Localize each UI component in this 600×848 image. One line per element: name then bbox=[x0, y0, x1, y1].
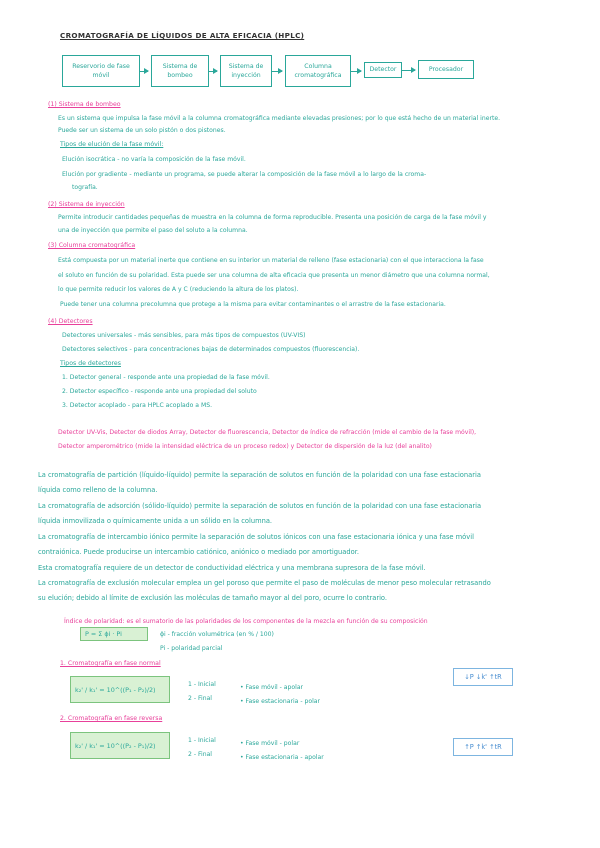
detector-type: 3. Detector acoplado - para HPLC acoplado a MS. bbox=[62, 402, 213, 409]
box-processor: Procesador bbox=[418, 60, 474, 79]
types-line: La cromatografía de intercambio iónico permite la separación de solutos iónicos con una fase estacionaria iónica y una fase móvil bbox=[38, 533, 474, 541]
box-detector: Detector bbox=[364, 62, 402, 78]
detector-type: 2. Detector específico - responde ante una propiedad del soluto bbox=[62, 388, 257, 395]
types-line: Esta cromatografía requiere de un detector de conductividad eléctrica y una membrana supresora de la fase móvil. bbox=[38, 564, 426, 572]
mobile-phase: • Fase móvil - polar bbox=[240, 740, 300, 747]
section4-bullet: Detectores universales - más sensibles, para más tipos de compuestos (UV-VIS) bbox=[62, 332, 306, 339]
section3-line: lo que permite reducir los valores de A y C (reduciendo la altura de los platos). bbox=[58, 286, 299, 293]
box-pump: Sistema de bombeo bbox=[151, 55, 209, 87]
phi-definition: ϕi - fracción volumétrica (en % / 100) bbox=[160, 631, 274, 638]
normal-phase-heading: 1. Cromatografía en fase normal bbox=[60, 660, 161, 667]
section3-line: Puede tener una columna precolumna que protege a la misma para evitar contaminantes o el arrastre de la fase estacionaria. bbox=[60, 301, 446, 308]
polarity-intro: Índice de polaridad: es el sumatorio de las polaridades de los componentes de la mezcla en función de su composición bbox=[64, 618, 428, 625]
page-title: CROMATOGRAFÍA DE LÍQUIDOS DE ALTA EFICACIA (HPLC) bbox=[60, 31, 305, 40]
section1-subheading: Tipos de elución de la fase móvil: bbox=[60, 141, 164, 148]
detector-list: Detector amperométrico (mide la intensidad eléctrica de un proceso redox) y Detector de dispersión de la luz (del analito) bbox=[58, 443, 432, 450]
types-line: La cromatografía de adsorción (sólido-líquido) permite la separación de solutos en función de la polaridad con una fase estacionaria bbox=[38, 502, 482, 510]
types-line: su elución; debido al límite de exclusión las moléculas de tamaño mayor al del poro, ocurre lo contrario. bbox=[38, 594, 388, 602]
section1-line: Es un sistema que impulsa la fase móvil a la columna cromatográfica mediante elevadas presiones; por lo que está hecho de un material inerte. bbox=[58, 115, 501, 122]
mobile-phase: • Fase móvil - apolar bbox=[240, 684, 304, 691]
section1-line: Puede ser un sistema de un solo pistón o dos pistones. bbox=[58, 127, 226, 134]
arrow-4 bbox=[351, 71, 361, 72]
section2-heading: (2) Sistema de inyección bbox=[48, 201, 125, 208]
section3-line: Está compuesta por un material inerte que contiene en su interior un material de relleno (fase estacionaria) con el que interacciona la fase bbox=[58, 257, 484, 264]
p-definition: Pi - polaridad parcial bbox=[160, 645, 223, 652]
arrow-2 bbox=[209, 71, 217, 72]
section3-heading: (3) Columna cromatográfica bbox=[48, 242, 136, 249]
section1-bullet: Elución isocrática - no varía la composición de la fase móvil. bbox=[62, 156, 246, 163]
stationary-phase: • Fase estacionaria - apolar bbox=[240, 754, 324, 761]
box-column: Columna cromatográfica bbox=[285, 55, 351, 87]
section2-line: una de inyección que permite el paso del soluto a la columna. bbox=[58, 227, 248, 234]
types-line: líquida como relleno de la columna. bbox=[38, 486, 158, 494]
box-reservoir: Reservorio de fase móvil bbox=[62, 55, 140, 87]
types-line: La cromatografía de partición (líquido-líquido) permite la separación de solutos en función de la polaridad con una fase estacionaria bbox=[38, 471, 481, 479]
types-line: líquida inmovilizada o químicamente unida a un sólido en la columna. bbox=[38, 517, 273, 525]
legend-final: 2 - Final bbox=[188, 695, 212, 702]
stationary-phase: • Fase estacionaria - polar bbox=[240, 698, 321, 705]
normal-phase-formula: k₂' / k₁' = 10^((P₁ - P₂)/2) bbox=[70, 676, 170, 703]
section1-bullet: Elución por gradiente - mediante un programa, se puede alterar la composición de la fase móvil a lo largo de la croma- bbox=[62, 171, 427, 178]
legend-final: 2 - Final bbox=[188, 751, 212, 758]
detector-type: 1. Detector general - responde ante una propiedad de la fase móvil. bbox=[62, 374, 270, 381]
section4-subheading: Tipos de detectores bbox=[60, 360, 121, 367]
box-injection: Sistema de inyección bbox=[220, 55, 272, 87]
arrow-3 bbox=[272, 71, 282, 72]
reverse-phase-heading: 2. Cromatografía en fase reversa bbox=[60, 715, 163, 722]
reverse-phase-formula: k₂' / k₁' = 10^((P₂ - P₁)/2) bbox=[70, 732, 170, 759]
legend-initial: 1 - Inicial bbox=[188, 737, 216, 744]
polarity-formula: P = Σ ϕi · Pi bbox=[80, 627, 148, 641]
arrow-1 bbox=[140, 71, 148, 72]
section4-heading: (4) Detectores bbox=[48, 318, 93, 325]
arrow-5 bbox=[402, 70, 415, 71]
legend-initial: 1 - Inicial bbox=[188, 681, 216, 688]
reverse-phase-summary: ↑P ↑k' ↑tR bbox=[453, 738, 513, 756]
section4-bullet: Detectores selectivos - para concentraciones bajas de determinados compuestos (fluorescencia). bbox=[62, 346, 360, 353]
detector-list: Detector UV-Vis, Detector de diodos Array, Detector de fluorescencia, Detector de índice de refracción (mide el cambio de la fase móvil), bbox=[58, 429, 477, 436]
normal-phase-summary: ↓P ↓k' ↑tR bbox=[453, 668, 513, 686]
section1-bullet-cont: tografía. bbox=[72, 184, 98, 191]
section2-line: Permite introducir cantidades pequeñas de muestra en la columna de forma reproducible. Presenta una posición de carga de la fase móvil y bbox=[58, 214, 487, 221]
section1-heading: (1) Sistema de bombeo bbox=[48, 101, 121, 108]
section3-line: el soluto en función de su polaridad. Esta puede ser una columna de alta eficacia que presenta un menor diámetro que una columna normal, bbox=[58, 272, 490, 279]
types-line: La cromatografía de exclusión molecular emplea un gel poroso que permite el paso de moléculas de menor peso molecular retrasando bbox=[38, 579, 491, 587]
types-line: contraiónica. Puede producirse un intercambio catiónico, aniónico o mediado por amortiguador. bbox=[38, 548, 359, 556]
